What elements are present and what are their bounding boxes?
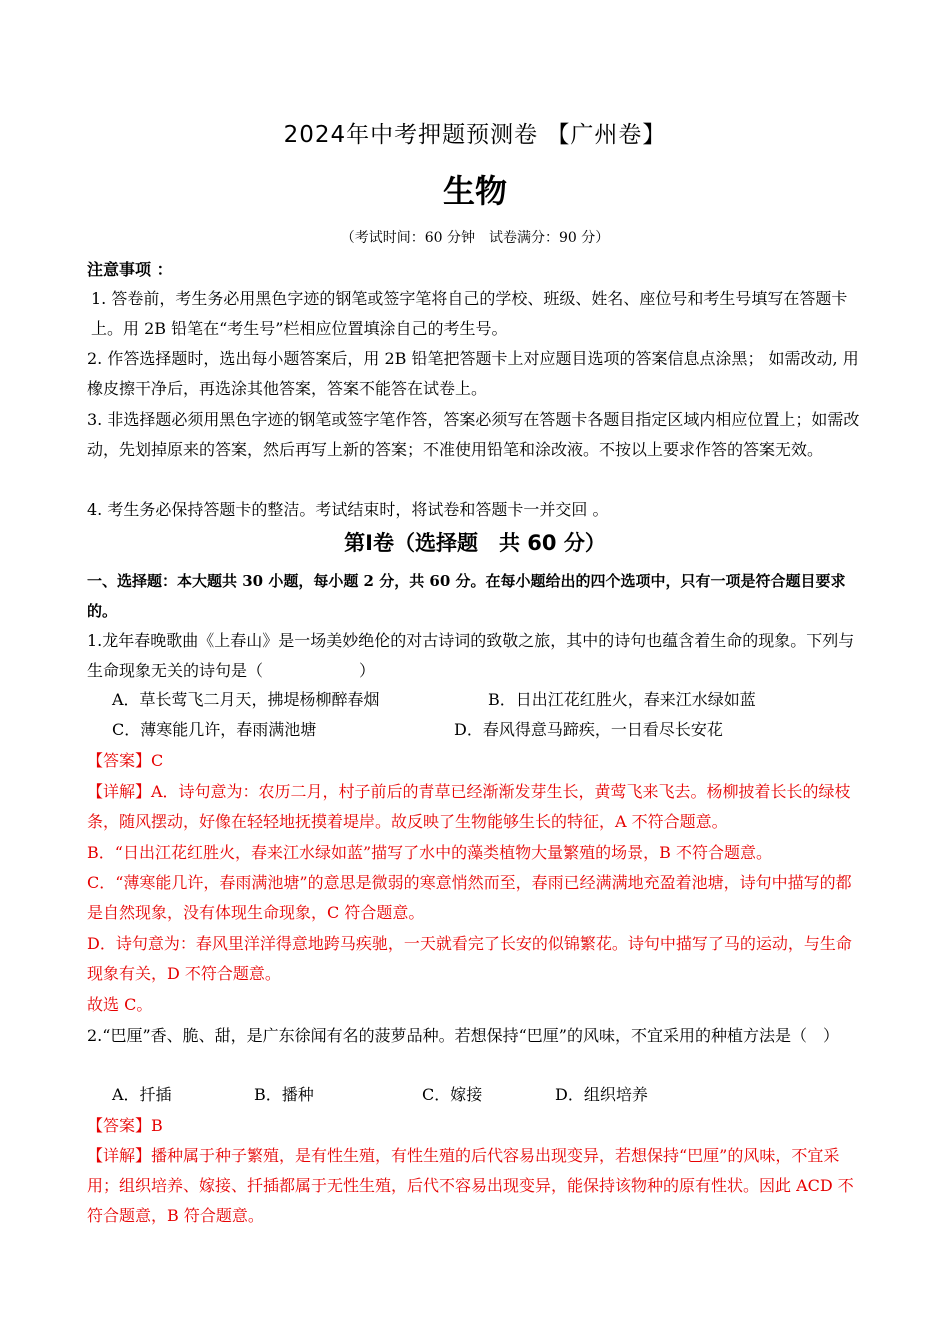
question-2-option-c: C．嫁接: [422, 1085, 483, 1104]
question-2-stem: 2.“巴厘”香、脆、甜，是广东徐闻有名的菠萝品种。若想保持“巴厘”的风味，不宜采用的种植方法是（ ）: [87, 1026, 839, 1045]
question-1-option-b: B．日出江花红胜火，春来江水绿如蓝: [488, 690, 756, 709]
question-1-explanation-b: B．“日出江花红胜火，春来江水绿如蓝”描写了水中的藻类植物大量繁殖的场景，B 不符合题意。: [87, 843, 772, 862]
section-instruction: 一、选择题：本大题共 30 小题，每小题 2 分，共 60 分。在每小题给出的四个选项中，只有一项是符合题目要求的。: [87, 572, 846, 620]
question-1-conclusion: 故选 C。: [87, 995, 153, 1014]
question-1-explanation-c: C．“薄寒能几许，春雨满池塘”的意思是微弱的寒意悄然而至，春雨已经满满地充盈着池塘，诗句中描写的都是自然现象，没有体现生命现象，C 符合题意。: [87, 873, 852, 922]
question-2-option-a: A．扦插: [112, 1085, 172, 1104]
notice-item-2: 2. 作答选择题时，选出每小题答案后，用 2B 铅笔把答题卡上对应题目选项的答案信息点涂黑； 如需改动, 用橡皮擦干净后，再选涂其他答案，答案不能答在试卷上。: [87, 349, 859, 398]
section-title: 第Ⅰ卷（选择题 共 60 分）: [344, 531, 606, 555]
subject-title: 生物: [442, 172, 507, 210]
notice-heading: 注意事项 ：: [87, 260, 173, 279]
question-1-option-d: D．春风得意马蹄疾，一日看尽长安花: [454, 720, 723, 739]
exam-title: 2024年中考押题预测卷 【广州卷】: [283, 122, 667, 148]
question-1-explanation-d: D．诗句意为：春风里洋洋得意地跨马疾驰，一天就看完了长安的似锦繁花。诗句中描写了马的运动，与生命现象有关，D 不符合题意。: [87, 934, 852, 983]
question-1-option-c: C．薄寒能几许，春雨满池塘: [112, 720, 317, 739]
question-1-option-a: A．草长莺飞二月天，拂堤杨柳醉春烟: [112, 690, 380, 709]
question-2-option-d: D．组织培养: [555, 1085, 648, 1104]
notice-item-4: 4. 考生务必保持答题卡的整洁。考试结束时，将试卷和答题卡一并交回 。: [87, 500, 609, 519]
notice-item-1: 1. 答卷前，考生务必用黑色字迹的钢笔或签字笔将自己的学校、班级、姓名、座位号和考生号填写在答题卡上。用 2B 铅笔在“考生号”栏相应位置填涂自己的考生号。: [91, 289, 848, 338]
notice-item-3: 3. 非选择题必须用黑色字迹的钢笔或签字笔作答，答案必须写在答题卡各题目指定区域内相应位置上；如需改动，先划掉原来的答案，然后再写上新的答案；不准使用铅笔和涂改液。不按以上要求作答的答案无效。: [87, 410, 860, 459]
question-2-answer: 【答案】B: [87, 1116, 163, 1135]
question-1-stem: 1.龙年春晚歌曲《上春山》是一场美妙绝伦的对古诗词的致敬之旅，其中的诗句也蕴含着生命的现象。下列与生命现象无关的诗句是（ ）: [87, 631, 855, 680]
question-1-answer: 【答案】C: [87, 751, 164, 770]
question-1-explanation-a: 【详解】A．诗句意为：农历二月，村子前后的青草已经渐渐发芽生长，黄莺飞来飞去。杨柳披着长长的绿枝条，随风摆动，好像在轻轻地抚摸着堤岸。故反映了生物能够生长的特征，A 不符合题意。: [87, 782, 851, 831]
question-2-explanation: 【详解】播种属于种子繁殖，是有性生殖，有性生殖的后代容易出现变异，若想保持“巴厘”的风味，不宜采用；组织培养、嫁接、扦插都属于无性生殖，后代不容易出现变异，能保持该物种的原有性状。因此 ACD 不符合题意，B 符合题意。: [87, 1146, 854, 1225]
question-2-option-b: B．播种: [254, 1085, 314, 1104]
exam-info: （考试时间：60 分钟 试卷满分：90 分）: [340, 230, 610, 246]
